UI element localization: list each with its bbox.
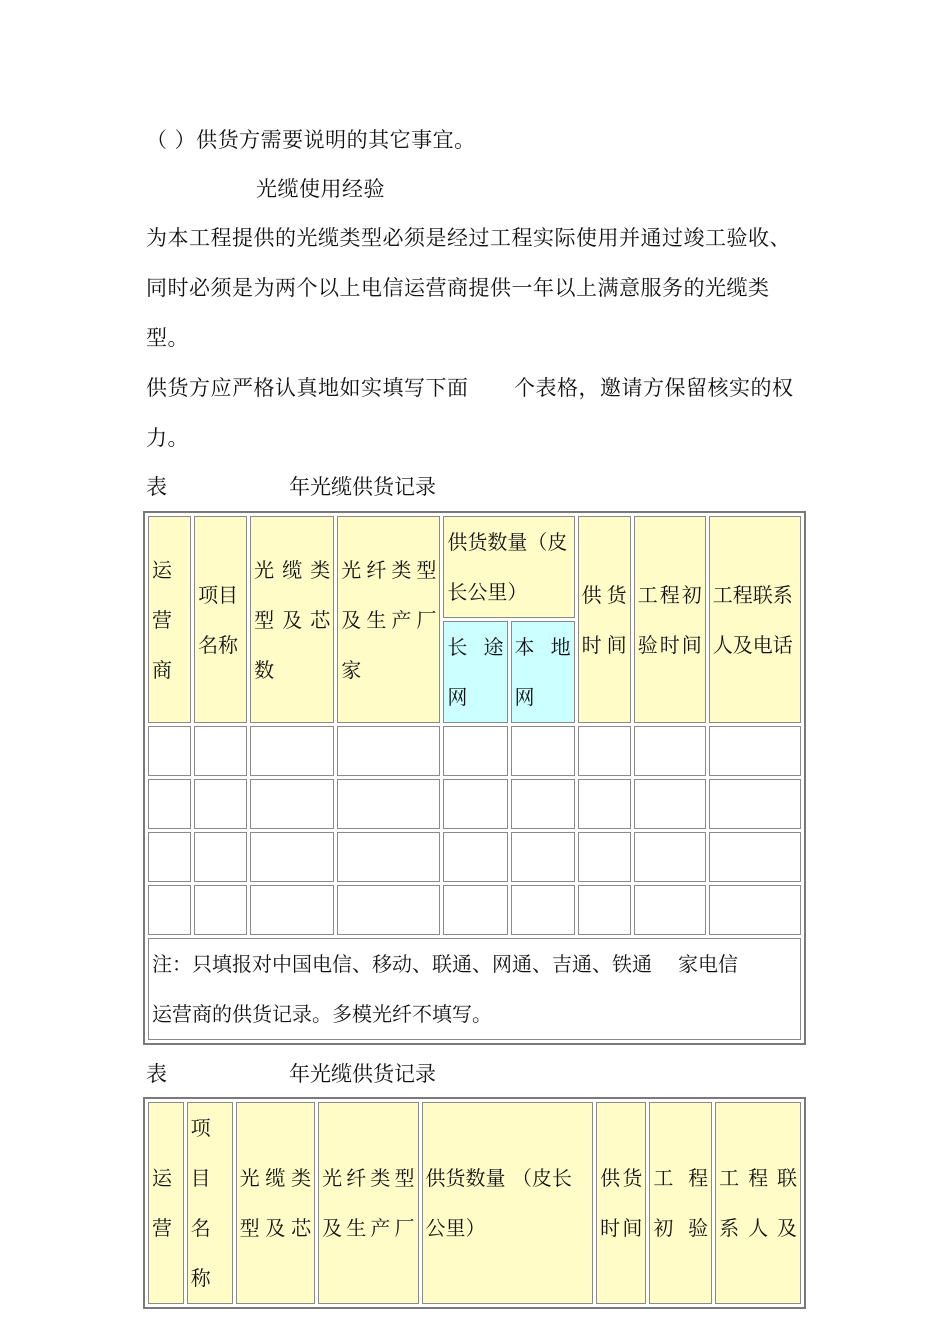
table-cell[interactable]	[194, 726, 247, 776]
table-cell[interactable]	[148, 832, 191, 882]
table-cell[interactable]	[634, 832, 706, 882]
t2-header-cable-type: 光缆类型及芯	[236, 1102, 316, 1304]
table2-header-row	[148, 1102, 801, 1304]
paragraph-2-line-1b: 个表格，邀请方保留核实的权	[514, 376, 794, 400]
paragraph-2-line-1a: 供货方应严格认真地如实填写下面	[146, 376, 469, 400]
table-cell[interactable]	[194, 832, 247, 882]
table-cell[interactable]	[578, 779, 631, 829]
table-cell[interactable]	[250, 885, 334, 935]
t2-header-supply-quantity: 供货数量 （皮长公里）	[422, 1102, 594, 1304]
table-cell[interactable]	[511, 885, 575, 935]
header-acceptance-time: 工程初验时间	[634, 516, 706, 723]
header-supply-time: 供货时间	[578, 516, 631, 723]
table-cell[interactable]	[709, 885, 801, 935]
note-line-1b: 家电信	[678, 952, 738, 976]
header-long-haul: 长途网	[443, 621, 507, 723]
table-cell[interactable]	[148, 779, 191, 829]
note-line-2: 运营商的供货记录。多模光纤不填写。	[152, 1002, 492, 1026]
table1-note-row	[148, 938, 801, 1040]
header-operator: 运营商	[148, 516, 191, 723]
table-cell[interactable]	[148, 885, 191, 935]
table-row	[148, 885, 801, 935]
t2-header-supply-time: 供货时间	[596, 1102, 646, 1304]
table-cell[interactable]	[709, 779, 801, 829]
table-cell[interactable]	[443, 832, 507, 882]
table-cell[interactable]	[634, 726, 706, 776]
t2-header-project-name: 项目名称	[187, 1102, 233, 1304]
table-cell[interactable]	[148, 726, 191, 776]
table-cell[interactable]	[634, 779, 706, 829]
table-row	[148, 832, 801, 882]
table-row	[148, 726, 801, 776]
table2-caption-title: 年光缆供货记录	[289, 1062, 436, 1086]
supply-record-table-1	[143, 511, 806, 1045]
table-cell[interactable]	[511, 832, 575, 882]
table-cell[interactable]	[511, 779, 575, 829]
table-cell[interactable]	[511, 726, 575, 776]
table-cell[interactable]	[194, 885, 247, 935]
header-project-name: 项目名称	[194, 516, 247, 723]
table1-caption-title: 年光缆供货记录	[289, 475, 436, 499]
paragraph-1-line-1: 为本工程提供的光缆类型必须是经过工程实际使用并通过竣工验收、	[146, 226, 791, 250]
table-row	[148, 779, 801, 829]
header-fiber-type: 光纤类型及生产厂家	[337, 516, 440, 723]
table-cell[interactable]	[337, 779, 440, 829]
table-cell[interactable]	[337, 726, 440, 776]
table-cell[interactable]	[250, 726, 334, 776]
table1-caption-prefix: 表	[146, 475, 167, 499]
header-contact: 工程联系人及电话	[709, 516, 801, 723]
table1-caption	[146, 471, 436, 501]
table-cell[interactable]	[337, 832, 440, 882]
table-cell[interactable]	[337, 885, 440, 935]
table-cell[interactable]	[194, 779, 247, 829]
table-cell[interactable]	[634, 885, 706, 935]
table-cell[interactable]	[709, 832, 801, 882]
paragraph-1-line-2: 同时必须是为两个以上电信运营商提供一年以上满意服务的光缆类	[146, 276, 770, 300]
t2-header-operator: 运营	[148, 1102, 184, 1304]
table1-note	[148, 938, 801, 1040]
section-title: 光缆使用经验	[256, 177, 385, 201]
table-cell[interactable]	[709, 726, 801, 776]
table-cell[interactable]	[578, 832, 631, 882]
header-supply-quantity: 供货数量（皮长公里）	[443, 516, 574, 618]
table-cell[interactable]	[578, 726, 631, 776]
table-cell[interactable]	[250, 832, 334, 882]
t2-header-fiber-type: 光纤类型及生产厂	[318, 1102, 418, 1304]
table2-caption	[146, 1058, 436, 1088]
table-cell[interactable]	[250, 779, 334, 829]
table1-header-row-1	[148, 516, 801, 618]
table-cell[interactable]	[443, 885, 507, 935]
item-line: （ ）供货方需要说明的其它事宜。	[146, 128, 476, 152]
paragraph-1-line-3: 型。	[146, 326, 189, 350]
table-cell[interactable]	[578, 885, 631, 935]
paragraph-2-line-2: 力。	[146, 426, 189, 450]
t2-header-contact: 工程联系人及	[715, 1102, 801, 1304]
header-local-network: 本地网	[511, 621, 575, 723]
note-line-1a: 注：只填报对中国电信、移动、联通、网通、吉通、铁通	[152, 952, 652, 976]
table-cell[interactable]	[443, 779, 507, 829]
t2-header-acceptance: 工 程初 验	[649, 1102, 712, 1304]
table2-caption-prefix: 表	[146, 1062, 167, 1086]
header-cable-type: 光缆类型及芯数	[250, 516, 334, 723]
supply-record-table-2	[143, 1097, 806, 1309]
table-cell[interactable]	[443, 726, 507, 776]
